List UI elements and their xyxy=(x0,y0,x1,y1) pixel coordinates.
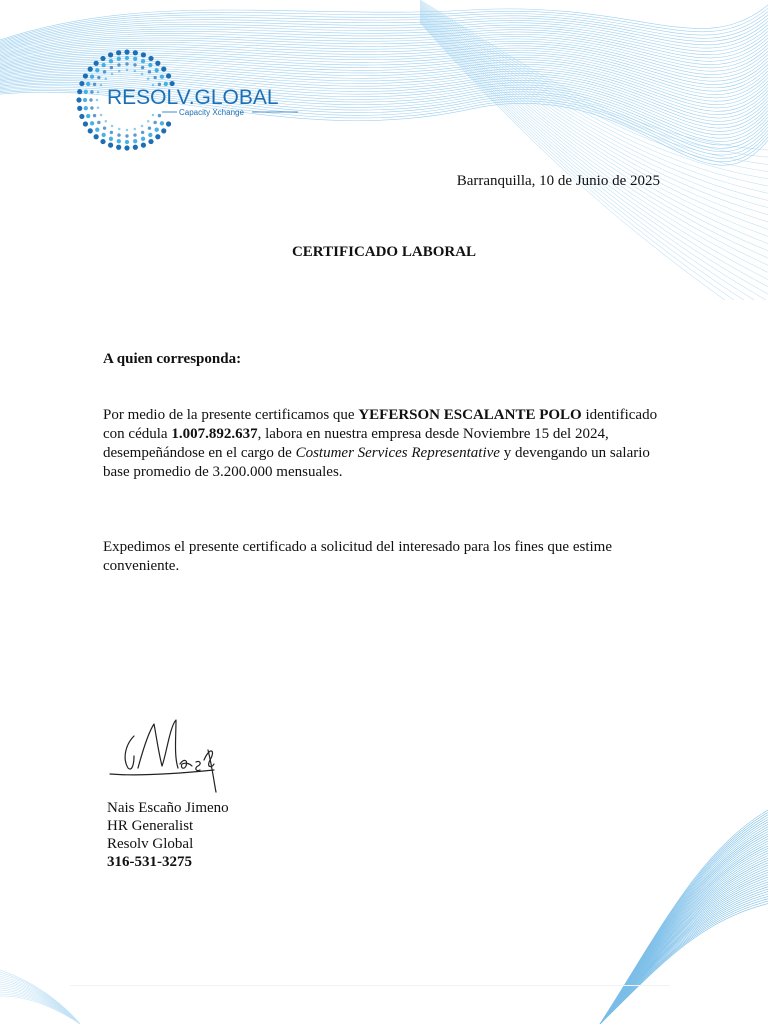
paragraph-text: , labora en nuestra empresa desde Noviembre 15 del 2024, desempeñándose en el cargo de xyxy=(103,426,609,461)
paragraph-text: y devengando un salario base promedio de 3.200.000 mensuales. xyxy=(103,445,650,480)
handwritten-signature xyxy=(104,716,224,802)
footer-divider xyxy=(70,985,670,986)
letter-title: CERTIFICADO LABORAL xyxy=(291,244,477,260)
paragraph-text: identificado con cédula xyxy=(103,407,658,442)
logo-tagline-text: Capacity Xchange xyxy=(179,108,244,117)
employee-id-number: 1.007.892.637 xyxy=(171,426,258,442)
signer-block xyxy=(107,799,229,871)
signer-name: Nais Escaño Jimeno xyxy=(107,800,229,816)
signer-phone: 316-531-3275 xyxy=(107,854,192,870)
letter-salutation: A quien corresponda: xyxy=(103,351,242,367)
employee-role: Costumer Services Representative xyxy=(295,445,500,461)
signer-company: Resolv Global xyxy=(107,836,194,852)
closing-paragraph: Expedimos el presente certificado a solicitud del interesado para los fines que estime conveniente. xyxy=(103,539,612,574)
resolv-global-logo xyxy=(72,42,312,160)
logo-brand-text: RESOLV.GLOBAL xyxy=(107,86,279,109)
certification-paragraph xyxy=(103,406,663,482)
letter-date: Barranquilla, 10 de Junio de 2025 xyxy=(456,173,660,189)
paragraph-text: Por medio de la presente certificamos que xyxy=(103,407,359,423)
employee-name: YEFERSON ESCALANTE POLO xyxy=(358,407,582,423)
signer-title: HR Generalist xyxy=(107,818,194,834)
